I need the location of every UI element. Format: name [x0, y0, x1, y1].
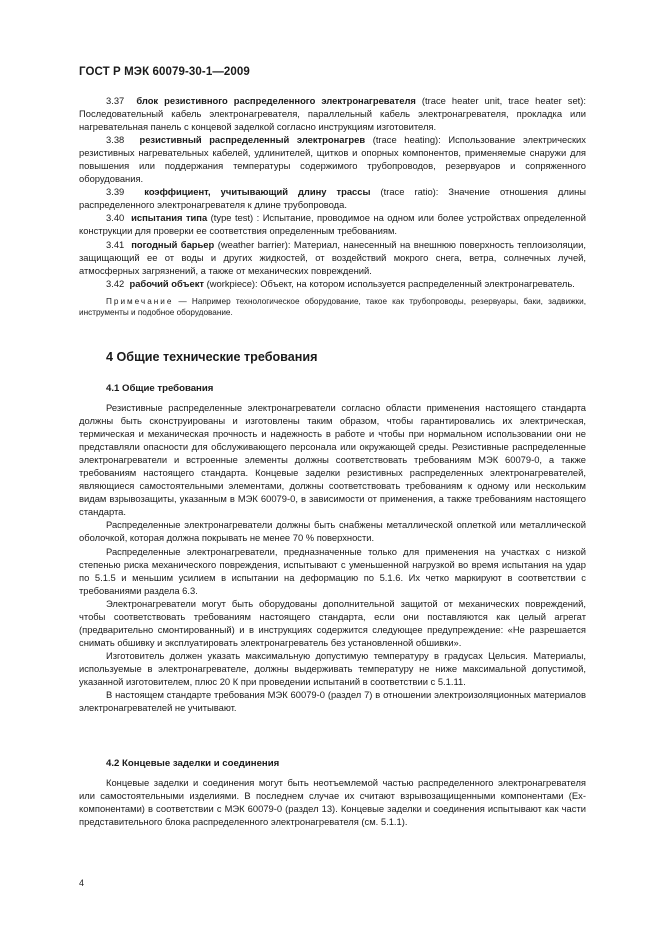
note-label: Примечание	[106, 296, 174, 306]
paragraph: Распределенные электронагреватели должны быть снабжены металлической оплеткой или металлической оболочкой, которая должна покрывать не менее 70 % поверхности.	[79, 519, 586, 544]
definition-3-41: 3.41 погодный барьер (weather barrier): Материал, нанесенный на внешнюю поверхность теплоизоляции, защищающий ее от воды и других жидкостей, от воздействий мокрого снега, ветра, солнечных лучей, атмосферных загрязнений, а также от механических повреждений.	[79, 238, 586, 276]
paragraph: Резистивные распределенные электронагреватели согласно области применения настоящего стандарта должны быть сконструированы и изготовлены таким образом, чтобы гарантировались их электрическая, термическая и механическая прочность и надежность в работе и чтобы при нормальном использовании они не представляли опасности для обслуживающего персонала или окружающей среды. Резистивные распределенные электронагреватели и встроенные элементы должны соответствовать требованиям МЭК 60079-0, а также требованиям настоящего стандарта. Концевые заделки резистивных распределенных электронагревателей, являющиеся самостоятельными элементами, должны соответствовать требованиям к одному или нескольким видам взрывозащиты, указанным в МЭК 60079-0, в зависимости от применения, а также требованиям настоящего стандарта.	[79, 402, 586, 518]
term: блок резистивного распределенного электронагревателя	[136, 95, 416, 106]
subsection-4-2	[79, 757, 586, 828]
definition-3-40: 3.40 испытания типа (type test) : Испытание, проводимое на одном или более устройствах определенной конструкции для проверки ее соответствия определенным требованиям.	[79, 212, 586, 237]
definition-3-42: 3.42 рабочий объект (workpiece): Объект, на котором используется распределенный электронагреватель.	[106, 277, 575, 289]
subsection-4-1	[79, 382, 586, 714]
page-number: 4	[79, 878, 85, 888]
section-4-title: 4 Общие технические требования	[106, 350, 318, 364]
definition-3-37: 3.37 блок резистивного распределенного электронагревателя (trace heater unit, trace heater set): Последовательный кабель электронагревателя, параллельный кабель электронагревателя, прокладка или нагревательная панель с концевой заделкой согласно инструкциям изготовителя.	[79, 95, 586, 133]
term: коэффициент, учитывающий длину трассы	[144, 186, 371, 198]
document-header: ГОСТ Р МЭК 60079-30-1—2009	[79, 66, 250, 78]
term: испытания типа	[131, 212, 208, 224]
subsection-4-2-title: 4.2 Концевые заделки и соединения	[106, 758, 280, 769]
definition-3-38: 3.38 резистивный распределенный электронагрев (trace heating): Использование электрических резистивных нагревательных кабелей, удлинителей, щитков и опорных компонентов, применяемые снаружи для повышения или поддержания температуры содержимого трубопроводов, резервуаров и сопряженного оборудования.	[79, 134, 586, 185]
term: рабочий объект	[129, 277, 204, 289]
definition-3-39: 3.39 коэффициент, учитывающий длину трассы (trace ratio): Значение отношения длины распределенного электронагревателя к длине трубопровода.	[79, 186, 586, 211]
paragraph: Изготовитель должен указать максимальную допустимую температуру в градусах Цельсия. Материалы, используемые в электронагревателе, должны выдерживать температуру не ниже максимальной допустимой, указанной изготовителем, плюс 20 К при проведении испытаний в соответствии с 5.1.11.	[79, 649, 586, 687]
term: резистивный распределенный электронагрев	[139, 134, 366, 146]
paragraph: Электронагреватели могут быть оборудованы дополнительной защитой от механических повреждений, чтобы соответствовать требованиям настоящего стандарта, если они поставляются как целый агрегат (предварительно смонтированный) и в инструкциях содержится следующее предупреждение: «Не разрешается снимать обшивку и эксплуатировать электронагреватель без установленной обшивки».	[79, 597, 586, 648]
note: Примечание — Например технологическое оборудование, такое как трубопроводы, резервуары, баки, задвижки, инструменты и подобное оборудование.	[79, 296, 586, 318]
paragraph: Распределенные электронагреватели, предназначенные только для применения на участках с низкой степенью риска механического повреждения, испытывают с уменьшенной нагрузкой во время испытания на удар по 5.1.5 и меньшим усилием в испытании на деформацию по 5.1.6. Их четко маркируют в соответствии с требованиями раздела 6.3.	[79, 545, 586, 596]
term: погодный барьер	[131, 238, 215, 250]
paragraph: Концевые заделки и соединения могут быть неотъемлемой частью распределенного электронагревателя или самостоятельными изделиями. В последнем случае их считают взрывозащищенными компонентами (Ex-компонентами) в соответствии с МЭК 60079-0 (раздел 13). Концевые заделки и соединения испытывают как части представительного блока распределенного электронагревателя (см. 5.1.1).	[79, 777, 586, 828]
subsection-4-1-title: 4.1 Общие требования	[106, 383, 214, 394]
definitions-block	[79, 94, 586, 319]
paragraph: В настоящем стандарте требования МЭК 60079-0 (раздел 7) в отношении электроизоляционных материалов электронагревателей не учитывают.	[79, 689, 586, 714]
